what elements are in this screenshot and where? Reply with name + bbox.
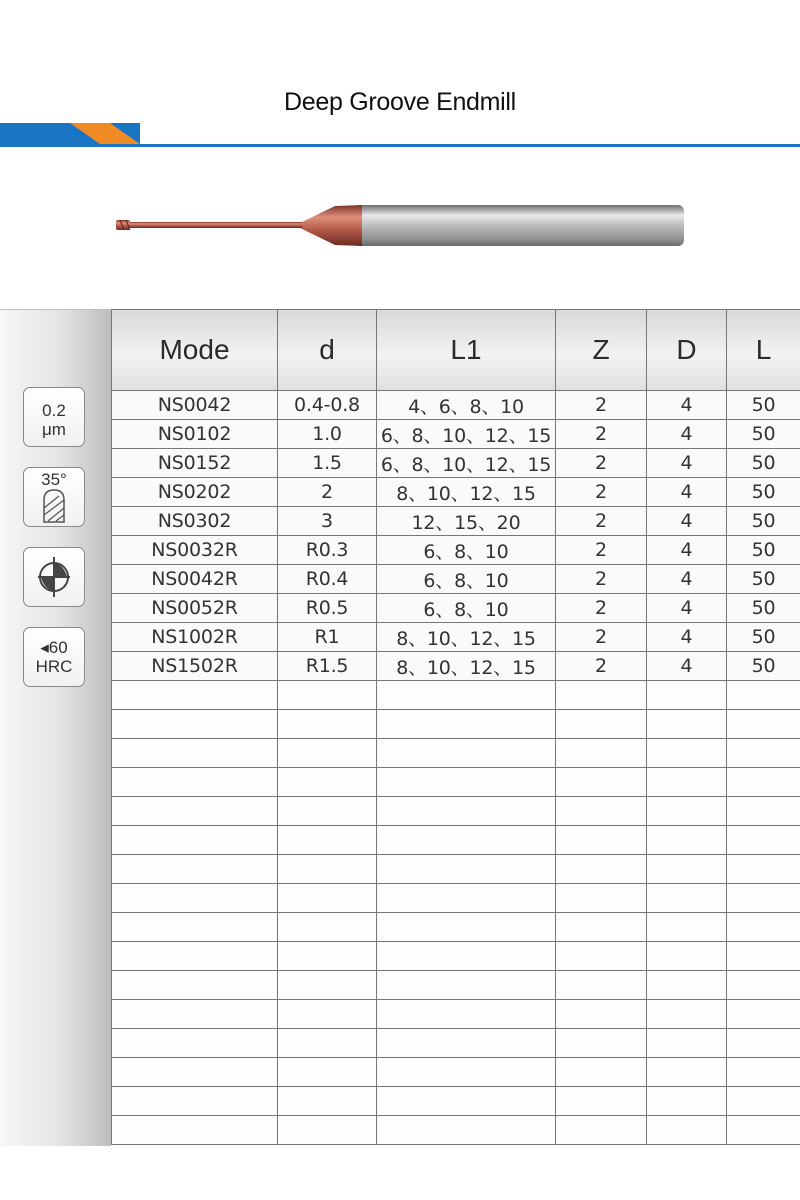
cell-z: 2: [556, 565, 647, 594]
cell-d: R1: [278, 623, 377, 652]
header-mode: Mode: [112, 310, 278, 391]
cell-d: R1.5: [278, 652, 377, 681]
empty-table-row: [112, 884, 800, 913]
spec-icon-sidebar: [0, 309, 111, 1146]
header-l1: L1: [377, 310, 556, 391]
spec-table: [111, 309, 800, 1145]
table-row: [112, 478, 800, 507]
cell-l1: 6、8、10: [377, 594, 556, 623]
helix-angle-icon: [23, 467, 85, 527]
cell-z: 2: [556, 478, 647, 507]
table-row: [112, 652, 800, 681]
cell-l1: 6、8、10、12、15: [377, 420, 556, 449]
empty-table-row: [112, 826, 800, 855]
cell-mode: NS0202: [112, 478, 278, 507]
empty-table-row: [112, 971, 800, 1000]
cell-d: 3: [278, 507, 377, 536]
cell-d: R0.4: [278, 565, 377, 594]
table-row: [112, 594, 800, 623]
cell-l1: 6、8、10: [377, 536, 556, 565]
cell-shank-d: 4: [647, 507, 727, 536]
cell-shank-d: 4: [647, 594, 727, 623]
cell-shank-d: 4: [647, 536, 727, 565]
empty-table-row: [112, 1029, 800, 1058]
table-row: [112, 391, 800, 420]
cell-z: 2: [556, 652, 647, 681]
cell-d: 2: [278, 478, 377, 507]
cell-mode: NS0042: [112, 391, 278, 420]
empty-rows: [112, 681, 800, 1145]
cell-mode: NS0152: [112, 449, 278, 478]
cell-length-l: 50: [727, 391, 800, 420]
header-stripe: [0, 120, 800, 150]
cell-l1: 8、10、12、15: [377, 623, 556, 652]
surface-roughness-unit: μm: [42, 420, 66, 439]
cell-d: 0.4-0.8: [278, 391, 377, 420]
cell-l1: 8、10、12、15: [377, 652, 556, 681]
cell-l1: 12、15、20: [377, 507, 556, 536]
cell-mode: NS1502R: [112, 652, 278, 681]
surface-roughness-icon: [23, 387, 85, 447]
empty-table-row: [112, 1116, 800, 1145]
cell-shank-d: 4: [647, 478, 727, 507]
empty-table-row: [112, 1087, 800, 1116]
cell-z: 2: [556, 420, 647, 449]
helix-angle-value: 35°: [41, 470, 67, 489]
cell-z: 2: [556, 449, 647, 478]
cell-l1: 8、10、12、15: [377, 478, 556, 507]
table-row: [112, 623, 800, 652]
table-row: [112, 507, 800, 536]
cell-d: 1.5: [278, 449, 377, 478]
empty-table-row: [112, 1000, 800, 1029]
cell-mode: NS0102: [112, 420, 278, 449]
empty-table-row: [112, 768, 800, 797]
hardness-unit: HRC: [35, 657, 73, 676]
cell-shank-d: 4: [647, 391, 727, 420]
cell-length-l: 50: [727, 623, 800, 652]
table-header-row: [112, 310, 800, 391]
cell-z: 2: [556, 507, 647, 536]
cell-l1: 4、6、8、10: [377, 391, 556, 420]
cell-length-l: 50: [727, 478, 800, 507]
cell-shank-d: 4: [647, 565, 727, 594]
empty-table-row: [112, 681, 800, 710]
hardness-icon: [23, 627, 85, 687]
table-row: [112, 536, 800, 565]
cell-z: 2: [556, 623, 647, 652]
empty-table-row: [112, 913, 800, 942]
header-length-l: L: [727, 310, 800, 391]
helix-flute-symbol-icon: [39, 488, 69, 524]
cell-mode: NS0032R: [112, 536, 278, 565]
cell-shank-d: 4: [647, 623, 727, 652]
cell-mode: NS0052R: [112, 594, 278, 623]
empty-table-row: [112, 710, 800, 739]
cell-length-l: 50: [727, 594, 800, 623]
two-flute-icon: [23, 547, 85, 607]
flute-cross-section-icon: [34, 555, 74, 599]
cell-l1: 6、8、10、12、15: [377, 449, 556, 478]
deep-groove-endmill-image: [110, 196, 690, 256]
cell-length-l: 50: [727, 507, 800, 536]
empty-table-row: [112, 855, 800, 884]
surface-roughness-value: 0.2: [42, 401, 66, 420]
table-row: [112, 420, 800, 449]
cell-d: 1.0: [278, 420, 377, 449]
cell-shank-d: 4: [647, 652, 727, 681]
cell-length-l: 50: [727, 565, 800, 594]
cell-d: R0.3: [278, 536, 377, 565]
cell-mode: NS1002R: [112, 623, 278, 652]
empty-table-row: [112, 797, 800, 826]
header-z: Z: [556, 310, 647, 391]
cell-d: R0.5: [278, 594, 377, 623]
empty-table-row: [112, 942, 800, 971]
hardness-value: ◂60: [40, 638, 68, 657]
cell-length-l: 50: [727, 449, 800, 478]
page-title: Deep Groove Endmill: [284, 88, 516, 116]
cell-shank-d: 4: [647, 449, 727, 478]
table-row: [112, 565, 800, 594]
table-row: [112, 449, 800, 478]
cell-mode: NS0042R: [112, 565, 278, 594]
cell-mode: NS0302: [112, 507, 278, 536]
cell-length-l: 50: [727, 420, 800, 449]
cell-shank-d: 4: [647, 420, 727, 449]
empty-table-row: [112, 1058, 800, 1087]
cell-length-l: 50: [727, 652, 800, 681]
cell-l1: 6、8、10: [377, 565, 556, 594]
cell-z: 2: [556, 391, 647, 420]
header-d: d: [278, 310, 377, 391]
cell-z: 2: [556, 594, 647, 623]
header-shank-d: D: [647, 310, 727, 391]
empty-table-row: [112, 739, 800, 768]
cell-z: 2: [556, 536, 647, 565]
cell-length-l: 50: [727, 536, 800, 565]
